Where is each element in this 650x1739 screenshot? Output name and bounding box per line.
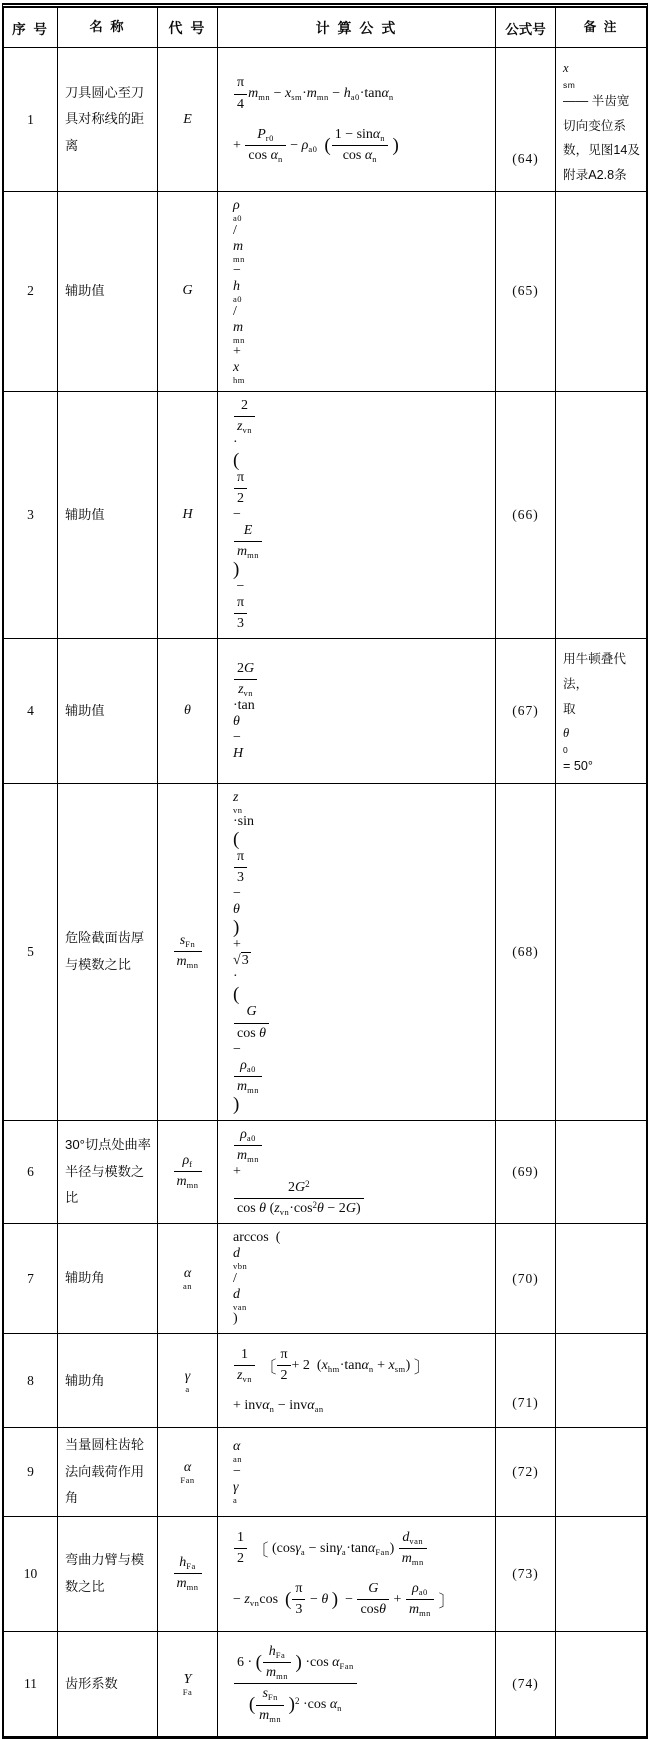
table-header-row	[4, 8, 646, 48]
cell-formula-number: (66)	[496, 392, 556, 639]
cell-serial: 2	[4, 192, 58, 391]
cell-symbol: θ	[158, 639, 218, 782]
cell-formula-number: (67)	[496, 639, 556, 782]
cell-formula-number: (69)	[496, 1121, 556, 1223]
cell-serial: 11	[4, 1632, 58, 1736]
cell-name: 齿形系数	[58, 1632, 158, 1736]
cell-formula-number: (64)	[496, 48, 556, 191]
cell-symbol: $h_{Fa}$ $m_{mn}$	[158, 1517, 218, 1631]
cell-name: 辅助值	[58, 392, 158, 639]
cell-formula: 6 · ( $h_{Fa}$ $m_{mn}$ ) ·cos $\alpha_{Fan}$ ( $s_{Fn}$ $m_{mn}$ )$^2$ ·cos $\alpha_n$	[218, 1632, 496, 1736]
cell-serial: 7	[4, 1224, 58, 1333]
cell-remark: x sm —— 半齿宽切向变位系数，见图14及附录A2.8条	[563, 61, 640, 182]
cell-name: 辅助值	[58, 639, 158, 782]
cell-remark	[556, 784, 646, 1120]
cell-name: 30°切点处曲率半径与模数之比	[58, 1121, 158, 1223]
formula-table	[2, 3, 648, 1739]
cell-formula: ρ a0 / m mn − h a0 / m mn + x hm	[218, 192, 496, 391]
col-header-name: 名 称	[58, 8, 158, 47]
cell-name: 辅助值	[58, 192, 158, 391]
cell-serial: 10	[4, 1517, 58, 1631]
cell-formula: $\frac{\pi}{4}$ $m_{mn} - x_{sm}\cdot m_{mn} - h_{a0}\cdot\tan\alpha_n$ + $\frac{P_{r0}}{\cos \alpha_n}$ − $\rho_{a0}$ ( $\frac{1 - \sin\alpha_n}{\cos \alpha_n}$ )	[218, 48, 496, 191]
cell-remark	[556, 1121, 646, 1223]
table-row-1	[4, 48, 646, 192]
cell-symbol: α Fan	[158, 1428, 218, 1515]
col-header-formula: 计 算 公 式	[218, 8, 496, 47]
table-row-7	[4, 1224, 646, 1334]
table-row-5	[4, 784, 646, 1121]
cell-formula: α an − γ a	[218, 1428, 496, 1515]
cell-formula: arccos ( d vbn / d van )	[218, 1224, 496, 1333]
cell-serial: 6	[4, 1121, 58, 1223]
cell-formula: $\rho_{a0}$ $m_{mn}$ + $2G^2$ cos θ $(z_{vn}\cdot\cos^2\theta - 2G)$	[218, 1121, 496, 1223]
cell-formula: 1 $z_{vn}$ 〔 $\frac{\pi}{2}$ + 2 $(x_{hm}\cdot\tan\alpha_n + x_{sm})$ 〕 + invα$_n$ − invα$_{an}$	[218, 1334, 496, 1427]
table-row-3	[4, 392, 646, 640]
cell-symbol: γ a	[158, 1334, 218, 1427]
cell-remark: 用牛顿叠代法， 取 θ 0 = 50°	[563, 652, 626, 774]
cell-remark	[556, 1517, 646, 1631]
col-header-serial: 序 号	[4, 8, 58, 47]
cell-formula: z vn ·sin ( π 3 − θ ) + √3 · ( G cos θ − $\rho_{a0}$ $m_{mn}$ )	[218, 784, 496, 1120]
cell-formula-number: (65)	[496, 192, 556, 391]
cell-formula-number: (72)	[496, 1428, 556, 1515]
cell-serial: 8	[4, 1334, 58, 1427]
cell-symbol: $\rho_f$ $m_{mn}$	[158, 1121, 218, 1223]
table-row-10	[4, 1517, 646, 1632]
table-row-6	[4, 1121, 646, 1224]
cell-symbol: $s_{Fn}$ $m_{mn}$	[158, 784, 218, 1120]
cell-remark	[556, 1428, 646, 1515]
cell-name: 辅助角	[58, 1224, 158, 1333]
cell-formula: 2G $z_{vn}$ ·tan θ − H	[218, 639, 496, 782]
table-row-4	[4, 639, 646, 783]
cell-symbol: G	[158, 192, 218, 391]
cell-remark	[556, 1632, 646, 1736]
cell-formula-number: (70)	[496, 1224, 556, 1333]
cell-symbol: Y Fa	[158, 1632, 218, 1736]
cell-name: 刀具圆心至刀具对称线的距离	[58, 48, 158, 191]
cell-serial: 4	[4, 639, 58, 782]
cell-formula-number: (71)	[496, 1334, 556, 1427]
cell-formula-number: (74)	[496, 1632, 556, 1736]
table-row-2	[4, 192, 646, 392]
table-row-9	[4, 1428, 646, 1516]
cell-remark	[556, 192, 646, 391]
table-row-8	[4, 1334, 646, 1428]
cell-serial: 5	[4, 784, 58, 1120]
cell-serial: 1	[4, 48, 58, 191]
cell-name: 当量圆柱齿轮法向载荷作用角	[58, 1428, 158, 1515]
cell-serial: 3	[4, 392, 58, 639]
cell-symbol: α an	[158, 1224, 218, 1333]
cell-formula-number: (73)	[496, 1517, 556, 1631]
col-header-symbol: 代 号	[158, 8, 218, 47]
cell-symbol: E	[158, 48, 218, 191]
cell-formula-number: (68)	[496, 784, 556, 1120]
col-header-remark: 备 注	[583, 20, 619, 35]
cell-remark	[556, 392, 646, 639]
cell-serial: 9	[4, 1428, 58, 1515]
cell-symbol: H	[158, 392, 218, 639]
col-header-formula-number: 公式号	[496, 8, 556, 47]
cell-name: 辅助角	[58, 1334, 158, 1427]
cell-formula: 2 $z_{vn}$ · ( π 2 − E $m_{mn}$ ) − π 3	[218, 392, 496, 639]
cell-remark	[556, 1334, 646, 1427]
cell-name: 弯曲力臂与模数之比	[58, 1517, 158, 1631]
cell-name: 危险截面齿厚与模数之比	[58, 784, 158, 1120]
cell-formula: $\frac{1}{2}$ 〔 (cosγ$_a$ − sinγ$_a$·tanα$_{Fan}$) $d_{van}$ $m_{mn}$ − $z_{vn}\cos$ ( $\frac{\pi}{3}$ − θ ) − $\frac{G}{\cos\theta}$ + $\rho_{a0}$ $m_{mn}$ 〕	[218, 1517, 496, 1631]
cell-remark	[556, 1224, 646, 1333]
table-row-11	[4, 1632, 646, 1736]
